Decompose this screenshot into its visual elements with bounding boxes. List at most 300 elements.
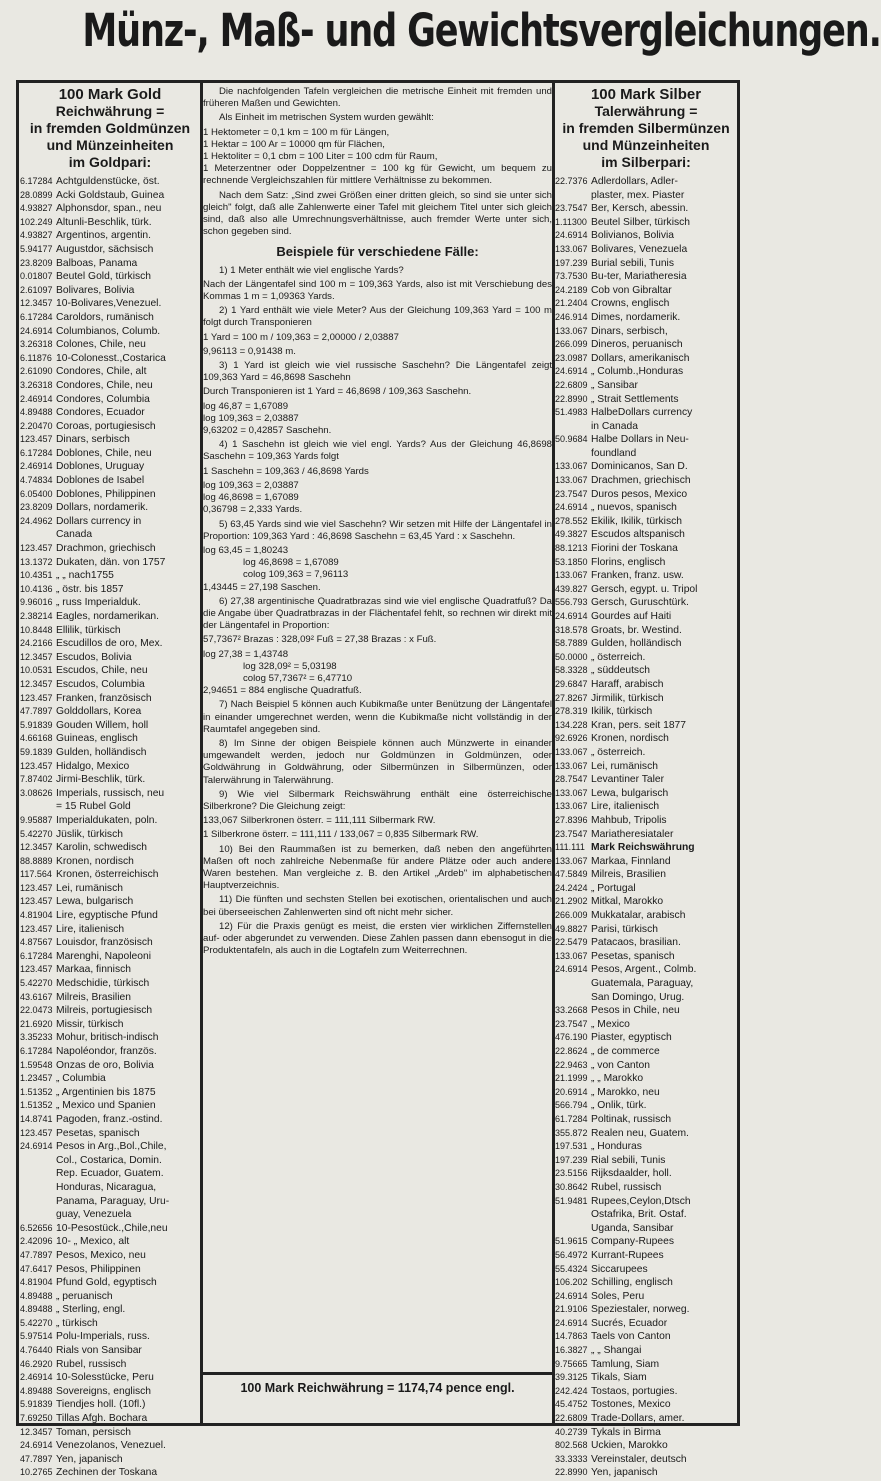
list-item xyxy=(555,720,737,734)
list-item xyxy=(555,856,737,870)
rate-value: 556.793 xyxy=(555,597,588,608)
coin-name: Escudos altspanisch xyxy=(591,529,685,541)
rate-value: 12.3457 xyxy=(20,1426,53,1437)
coin-name: Ikilik, türkisch xyxy=(591,706,653,718)
rate-value: 2.61097 xyxy=(20,284,53,295)
coin-name: Pfund Gold, egyptisch xyxy=(56,1277,157,1289)
coin-name: Halbe Dollars in Neu- xyxy=(591,434,689,446)
rate-value: 20.6914 xyxy=(555,1086,588,1097)
gold-heading-line: im Goldpari: xyxy=(68,154,152,170)
list-item xyxy=(555,203,737,217)
coin-name: Toman, persisch xyxy=(56,1426,131,1438)
example-12: 12) Für die Praxis genügt es meist, die ersten vier wirklichen Ziffernstellen auf- oder abgerundet zu verwenden. Diese Zahlen passen dann ebensogut in die Produktentafeln, als auch in die Logtafeln zum Weiterrechnen. xyxy=(203,920,552,957)
list-item xyxy=(555,1209,737,1223)
rate-value: 5.91839 xyxy=(20,719,53,730)
coin-name: Augustdor, sächsisch xyxy=(56,243,154,255)
coin-name: Dollars, nordamerik. xyxy=(56,502,149,514)
rate-value: 4.89488 xyxy=(20,407,53,418)
list-item xyxy=(555,1128,737,1142)
rate-value: 24.6914 xyxy=(20,325,53,336)
coin-name: Polu-Imperials, russ. xyxy=(56,1331,150,1343)
coin-name: Canada xyxy=(56,529,93,541)
list-item xyxy=(555,326,737,340)
list-item xyxy=(20,298,200,312)
list-item xyxy=(555,529,737,543)
list-item xyxy=(20,502,200,516)
list-item xyxy=(20,543,200,557)
coin-name: Adlerdollars, Adler- xyxy=(591,176,678,187)
rate-value: 12.3457 xyxy=(20,678,53,689)
intro-paragraph: Die nachfolgenden Tafeln vergleichen die metrische Einheit mit fremden und früheren Maßen und Gewichten. xyxy=(203,86,552,110)
rate-value: 49.3827 xyxy=(555,529,588,540)
rate-value: 133.067 xyxy=(555,570,588,581)
rate-value: 278.552 xyxy=(555,515,588,526)
list-item xyxy=(555,1141,737,1155)
coin-name: Patacaos, brasilian. xyxy=(591,937,681,949)
list-item xyxy=(20,1413,200,1427)
coin-name: Mukkatalar, arabisch xyxy=(591,910,686,922)
list-item xyxy=(555,557,737,571)
list-item xyxy=(555,176,737,190)
rate-value: 24.6914 xyxy=(555,230,588,241)
coin-name: San Domingo, Urug. xyxy=(591,991,685,1003)
list-item xyxy=(20,475,200,489)
rate-value: 6.17284 xyxy=(20,1046,53,1056)
list-item xyxy=(555,230,737,244)
coin-name: 10- „ Mexico, alt xyxy=(56,1236,130,1248)
rate-value: 23.7547 xyxy=(555,488,588,499)
coin-name: Rials von Sansibar xyxy=(56,1345,142,1357)
coin-name: Caroldors, rumänisch xyxy=(56,311,154,323)
coin-name: Eagles, nordamerikan. xyxy=(56,611,160,622)
list-item xyxy=(555,597,737,611)
list-item xyxy=(555,1331,737,1345)
unit-line: 1 Meterzentner oder Doppelzentner = 100 kg für Gewicht, um bequem zu rechnende Vergleichszahlen für mittlere Verhältnisse zu bekommen. xyxy=(203,163,552,187)
coin-name: Dukaten, dän. von 1757 xyxy=(56,556,166,568)
coin-name: Sucrés, Ecuador xyxy=(591,1317,668,1329)
list-item xyxy=(555,380,737,394)
rate-value: 123.457 xyxy=(20,543,53,554)
list-item xyxy=(555,1005,737,1019)
coin-name: Ber, Kersch, abessin. xyxy=(591,203,689,215)
list-item xyxy=(555,1182,737,1196)
rate-value: 23.8209 xyxy=(20,502,53,513)
list-item xyxy=(20,584,200,598)
rate-value: 14.8741 xyxy=(20,1113,53,1124)
list-item xyxy=(20,190,200,204)
list-item xyxy=(20,801,200,815)
coin-name: Parisi, türkisch xyxy=(591,923,658,935)
rate-value: 22.0473 xyxy=(20,1005,53,1016)
example-4: 4) 1 Saschehn ist gleich wie viel engl. Yards? Aus der Gleichung 46,8698 Saschehn = 109,363 Yards folgt xyxy=(203,439,552,463)
rate-value: 4.81904 xyxy=(20,910,53,921)
list-item xyxy=(555,285,737,299)
list-item xyxy=(555,774,737,788)
list-item xyxy=(20,896,200,910)
coin-name: Coroas, portugiesisch xyxy=(56,420,156,432)
rate-value: 133.067 xyxy=(555,801,588,812)
gold-coin-list xyxy=(20,176,200,1481)
list-item xyxy=(20,964,200,978)
list-item xyxy=(20,1372,200,1386)
coin-name: Burial sebili, Tunis xyxy=(591,257,674,269)
rate-value: 4.66168 xyxy=(20,733,53,744)
coin-name: Mohur, britisch-indisch xyxy=(56,1032,159,1044)
coin-name: Golddollars, Korea xyxy=(56,706,142,718)
list-item xyxy=(20,1236,200,1250)
gold-heading-line: Reichwährung = xyxy=(55,103,165,119)
list-item xyxy=(20,217,200,231)
list-item xyxy=(20,883,200,897)
list-item xyxy=(20,625,200,639)
coin-name: HalbeDollars currency xyxy=(591,407,693,419)
rate-value: 6.17284 xyxy=(20,447,53,458)
list-item xyxy=(20,1141,200,1155)
list-item xyxy=(20,434,200,448)
coin-name: „ Honduras xyxy=(591,1141,642,1153)
list-item xyxy=(20,1291,200,1305)
coin-name: Pesos in Chile, neu xyxy=(591,1005,680,1017)
rate-value: 197.239 xyxy=(555,1154,588,1165)
rate-value: 27.8396 xyxy=(555,814,588,825)
rate-value: 106.202 xyxy=(555,1277,588,1288)
coin-name: 10-Solesstücke, Peru xyxy=(56,1372,154,1384)
list-item xyxy=(555,516,737,530)
coin-name: Condores, Ecuador xyxy=(56,407,145,419)
example-1-text: Nach der Längentafel sind 100 m = 109,363 Yards, also ist mit Verschiebung des Kommas 1 m = 1,09363 Yards. xyxy=(203,278,552,303)
silver-heading-line: in fremden Silbermünzen xyxy=(562,120,730,136)
coin-name: Drachmen, griechisch xyxy=(591,475,691,487)
coin-name: Doblones, Uruguay xyxy=(56,461,145,473)
example-6-calc: log 328,09² = 5,03198 xyxy=(243,660,337,672)
unit-line: 1 Hektar = 100 Ar = 10000 qm für Flächen, xyxy=(203,138,385,150)
gold-heading xyxy=(20,86,200,171)
list-item xyxy=(555,625,737,639)
coin-name: Gulden, holländisch xyxy=(56,746,147,758)
list-item xyxy=(555,992,737,1006)
coin-name: Gouden Willem, holl xyxy=(56,719,149,731)
list-item xyxy=(555,1345,737,1359)
list-item xyxy=(555,1196,737,1210)
list-item xyxy=(555,407,737,421)
rate-value: 123.457 xyxy=(20,923,53,934)
list-item xyxy=(555,964,737,978)
example-9: 9) Wie viel Silbermark Reichswährung enthält eine österreichische Silberkrone? Die Gleichung zeigt: xyxy=(203,788,552,812)
gold-heading-line: 100 Mark Gold xyxy=(58,86,162,103)
rate-value: 123.457 xyxy=(20,1127,53,1138)
coin-name: Escudos, Chile, neu xyxy=(56,665,148,677)
coin-name: Achtguldenstücke, öst. xyxy=(56,176,160,187)
coin-name: „ Strait Settlements xyxy=(591,393,679,405)
list-item xyxy=(20,1277,200,1291)
coin-name: Condores, Columbia xyxy=(56,393,150,405)
rate-value: 133.067 xyxy=(555,243,588,254)
rate-value: 55.4324 xyxy=(555,1263,588,1274)
gold-column xyxy=(20,86,200,1481)
list-item xyxy=(555,475,737,489)
rate-value: 23.0987 xyxy=(555,352,588,363)
rate-value: 50.9684 xyxy=(555,434,588,445)
list-item xyxy=(20,1440,200,1454)
rate-value: 266.099 xyxy=(555,339,588,350)
coin-name: Levantiner Taler xyxy=(591,774,665,786)
list-item xyxy=(555,1032,737,1046)
coin-name: „ Mexico und Spanien xyxy=(56,1100,156,1112)
list-item xyxy=(20,706,200,720)
coin-name: Balboas, Panama xyxy=(56,257,138,269)
rate-value: 24.6914 xyxy=(555,1317,588,1328)
list-item xyxy=(20,1182,200,1196)
list-item xyxy=(555,489,737,503)
list-item xyxy=(20,1264,200,1278)
coin-name: Tostones, Mexico xyxy=(591,1399,671,1411)
rate-value: 1.51352 xyxy=(20,1100,53,1111)
list-item xyxy=(20,733,200,747)
rate-value: 27.8267 xyxy=(555,692,588,703)
coin-name: Alphonsdor, span., neu xyxy=(56,203,162,215)
rate-value: 1.59548 xyxy=(20,1059,53,1070)
rate-value: 5.42270 xyxy=(20,1317,53,1328)
coin-name: Cob von Gibraltar xyxy=(591,284,672,296)
coin-name: „ de commerce xyxy=(591,1046,660,1057)
rate-value: 30.8642 xyxy=(555,1181,588,1192)
page-title: Münz-, Maß- und Gewichtsvergleichungen. xyxy=(82,4,881,57)
example-5-result: 1,43445 = 27,198 Saschen. xyxy=(203,581,321,593)
list-item xyxy=(555,924,737,938)
coin-name: Groats, br. Westind. xyxy=(591,624,682,636)
rate-value: 6.05400 xyxy=(20,488,53,499)
list-item xyxy=(20,1128,200,1142)
list-item xyxy=(20,829,200,843)
list-item xyxy=(20,1060,200,1074)
rate-value: 2.20470 xyxy=(20,420,53,431)
list-item xyxy=(555,1277,737,1291)
footer-conversion: 100 Mark Reichwährung = 1174,74 pence engl. xyxy=(203,1372,552,1395)
rate-value: 566.794 xyxy=(555,1100,588,1111)
coin-name: Altunli-Beschlik, türk. xyxy=(56,216,152,228)
coin-name: Florins, englisch xyxy=(591,556,666,568)
list-item xyxy=(555,1046,737,1060)
coin-name: Escudos, Columbia xyxy=(56,678,145,690)
list-item xyxy=(20,1032,200,1046)
coin-name: „ Columb.,Honduras xyxy=(591,366,684,378)
rate-value: 123.457 xyxy=(20,964,53,975)
rate-value: 22.7376 xyxy=(555,176,588,186)
list-item xyxy=(20,1318,200,1332)
rate-value: 4.74834 xyxy=(20,475,53,486)
list-item xyxy=(20,258,200,272)
rate-value: 133.067 xyxy=(555,461,588,472)
rate-value: 246.914 xyxy=(555,311,588,322)
list-item xyxy=(555,1291,737,1305)
list-item xyxy=(20,788,200,802)
example-6-result: 2,94651 = 884 englische Quadratfuß. xyxy=(203,685,362,697)
middle-column xyxy=(203,86,552,959)
rate-value: 21.6920 xyxy=(20,1018,53,1029)
unit-line: 1 Hektometer = 0,1 km = 100 m für Längen, xyxy=(203,126,390,138)
rate-value: 6.52656 xyxy=(20,1222,53,1233)
list-item xyxy=(555,1073,737,1087)
coin-name: „ Mexico xyxy=(591,1018,630,1030)
list-item xyxy=(555,434,737,448)
rate-value: 24.2424 xyxy=(555,882,588,893)
coin-name: = 15 Rubel Gold xyxy=(56,801,131,813)
coin-name: Jirmilik, türkisch xyxy=(591,692,664,704)
list-item xyxy=(20,339,200,353)
example-5-calc: colog 109,363 = 7,96113 xyxy=(243,569,349,581)
list-item xyxy=(20,951,200,965)
rate-value: 29.6847 xyxy=(555,678,588,689)
coin-name: Dinars, serbisch xyxy=(56,434,130,446)
coin-name: guay, Venezuela xyxy=(56,1209,132,1221)
coin-name: 10-Colonesst.,Costarica xyxy=(56,352,166,364)
coin-name: Rubel, russisch xyxy=(591,1181,662,1193)
coin-name: „ Marokko, neu xyxy=(591,1086,660,1098)
coin-name: Crowns, englisch xyxy=(591,298,670,310)
gold-heading-line: in fremden Goldmünzen xyxy=(29,120,191,136)
rate-value: 134.228 xyxy=(555,719,588,730)
example-6-calc: log 27,38 = 1,43748 xyxy=(203,648,289,660)
example-9-line: 133,067 Silberkronen österr. = 111,111 Silbermark RW. xyxy=(203,815,436,827)
list-item xyxy=(555,951,737,965)
coin-name: Onzas de oro, Bolivia xyxy=(56,1059,154,1071)
rate-value: 16.3827 xyxy=(555,1345,588,1356)
coin-name: Doblones, Chile, neu xyxy=(56,447,152,459)
rate-value: 24.2166 xyxy=(20,638,53,649)
rate-value: 24.6914 xyxy=(555,611,588,621)
rate-value: 24.6914 xyxy=(555,366,588,377)
coin-name: Beutel Gold, türkisch xyxy=(56,271,152,283)
example-2-result: 9,96113 = 0,91438 m. xyxy=(203,345,296,357)
rate-value: 24.4962 xyxy=(20,515,53,526)
rate-value: 117.564 xyxy=(20,869,52,880)
rate-value: 10.4136 xyxy=(20,583,53,594)
rate-value: 6.11876 xyxy=(20,352,52,363)
list-item xyxy=(20,1427,200,1441)
coin-name: Zechinen der Toskana xyxy=(56,1467,158,1479)
list-item xyxy=(555,937,737,951)
list-item xyxy=(555,1223,737,1237)
coin-name: Vereinstaler, deutsch xyxy=(591,1453,687,1465)
list-item xyxy=(20,1399,200,1413)
rate-value: 22.6809 xyxy=(555,1413,588,1424)
coin-name: Colones, Chile, neu xyxy=(56,339,146,351)
coin-name: Yen, japanisch xyxy=(56,1453,123,1465)
rate-value: 24.2189 xyxy=(555,284,588,295)
list-item xyxy=(555,366,737,380)
list-item xyxy=(20,366,200,380)
rate-value: 2.38214 xyxy=(20,611,53,621)
silver-heading-line: Talerwährung = xyxy=(594,103,698,119)
coin-name: Piaster, egyptisch xyxy=(591,1032,672,1044)
rate-value: 24.6914 xyxy=(555,1290,588,1301)
rate-value: 14.7863 xyxy=(555,1331,588,1342)
coin-name: Rial sebili, Tunis xyxy=(591,1154,666,1166)
rate-value: 133.067 xyxy=(555,787,588,798)
rate-value: 53.1850 xyxy=(555,556,588,567)
rate-value: 23.7547 xyxy=(555,828,588,839)
list-item xyxy=(555,584,737,598)
list-item xyxy=(20,856,200,870)
list-item xyxy=(555,502,737,516)
list-item xyxy=(20,978,200,992)
rate-value: 9.75665 xyxy=(555,1358,588,1369)
rate-value: 24.6914 xyxy=(20,1440,53,1451)
list-item xyxy=(20,747,200,761)
list-item xyxy=(20,652,200,666)
list-item xyxy=(20,312,200,326)
rate-value: 355.872 xyxy=(555,1127,588,1138)
coin-name: „ süddeutsch xyxy=(591,665,650,677)
list-item xyxy=(20,203,200,217)
coin-name: Missir, türkisch xyxy=(56,1018,124,1030)
coin-name: Kronen, österreichisch xyxy=(56,869,159,881)
rate-value: 133.067 xyxy=(555,475,588,486)
silver-column xyxy=(555,86,737,1481)
coin-name: „ türkisch xyxy=(56,1317,98,1329)
rate-value: 39.3125 xyxy=(555,1372,588,1383)
rate-value: 5.94177 xyxy=(20,243,53,254)
rate-value: 3.35233 xyxy=(20,1032,53,1043)
coin-name: foundland xyxy=(591,447,637,459)
example-4-calc: log 46,8698 = 1,67089 xyxy=(203,492,299,504)
list-item xyxy=(20,1087,200,1101)
coin-name: Ostafrika, Brit. Ostaf. xyxy=(591,1209,687,1221)
list-item xyxy=(20,421,200,435)
coin-name: plaster, mex. Piaster xyxy=(591,189,685,201)
coin-name: Milreis, Brasilien xyxy=(56,991,131,1003)
coin-name: Imperialdukaten, poln. xyxy=(56,814,158,826)
list-item xyxy=(555,1399,737,1413)
list-item xyxy=(20,761,200,775)
list-item xyxy=(20,529,200,543)
list-item xyxy=(20,570,200,584)
rate-value: 6.17284 xyxy=(20,176,53,186)
coin-name: Ekilik, Ikilik, türkisch xyxy=(591,515,682,527)
coin-name: Bolivianos, Bolivia xyxy=(591,230,674,242)
rate-value: 4.89488 xyxy=(20,1385,53,1396)
list-item xyxy=(555,258,737,272)
rate-value: 28.0899 xyxy=(20,189,53,200)
list-item xyxy=(20,557,200,571)
rate-value: 92.6926 xyxy=(555,733,588,744)
example-5-calc: log 63,45 = 1,80243 xyxy=(203,544,289,556)
list-item xyxy=(555,1236,737,1250)
coin-name: Medschidie, türkisch xyxy=(56,978,150,990)
rate-value: 51.4983 xyxy=(555,407,588,418)
coin-name: Mariatheresiataler xyxy=(591,828,674,840)
rate-value: 22.8990 xyxy=(555,393,588,404)
rate-value: 10.8448 xyxy=(20,624,53,635)
list-item xyxy=(20,1046,200,1060)
coin-name: Dollars currency in xyxy=(56,515,142,527)
rate-value: 22.6809 xyxy=(555,379,588,390)
list-item xyxy=(20,842,200,856)
rate-value: 43.6167 xyxy=(20,991,53,1002)
list-item xyxy=(555,1100,737,1114)
rate-value: 133.067 xyxy=(555,325,588,336)
list-item xyxy=(20,380,200,394)
silver-heading-line: und Münzeinheiten xyxy=(582,137,710,153)
rate-value: 12.3457 xyxy=(20,842,53,853)
coin-name: „ „ Marokko xyxy=(591,1073,644,1085)
silver-heading-line: 100 Mark Silber xyxy=(590,86,702,103)
coin-name: Pesos, Mexico, neu xyxy=(56,1249,146,1261)
list-item xyxy=(20,679,200,693)
coin-name: Dineros, peruanisch xyxy=(591,339,683,351)
example-2: 2) 1 Yard enthält wie viele Meter? Aus der Gleichung 109,363 Yard = 100 m folgt durch Transponieren xyxy=(203,305,552,329)
list-item xyxy=(555,1168,737,1182)
